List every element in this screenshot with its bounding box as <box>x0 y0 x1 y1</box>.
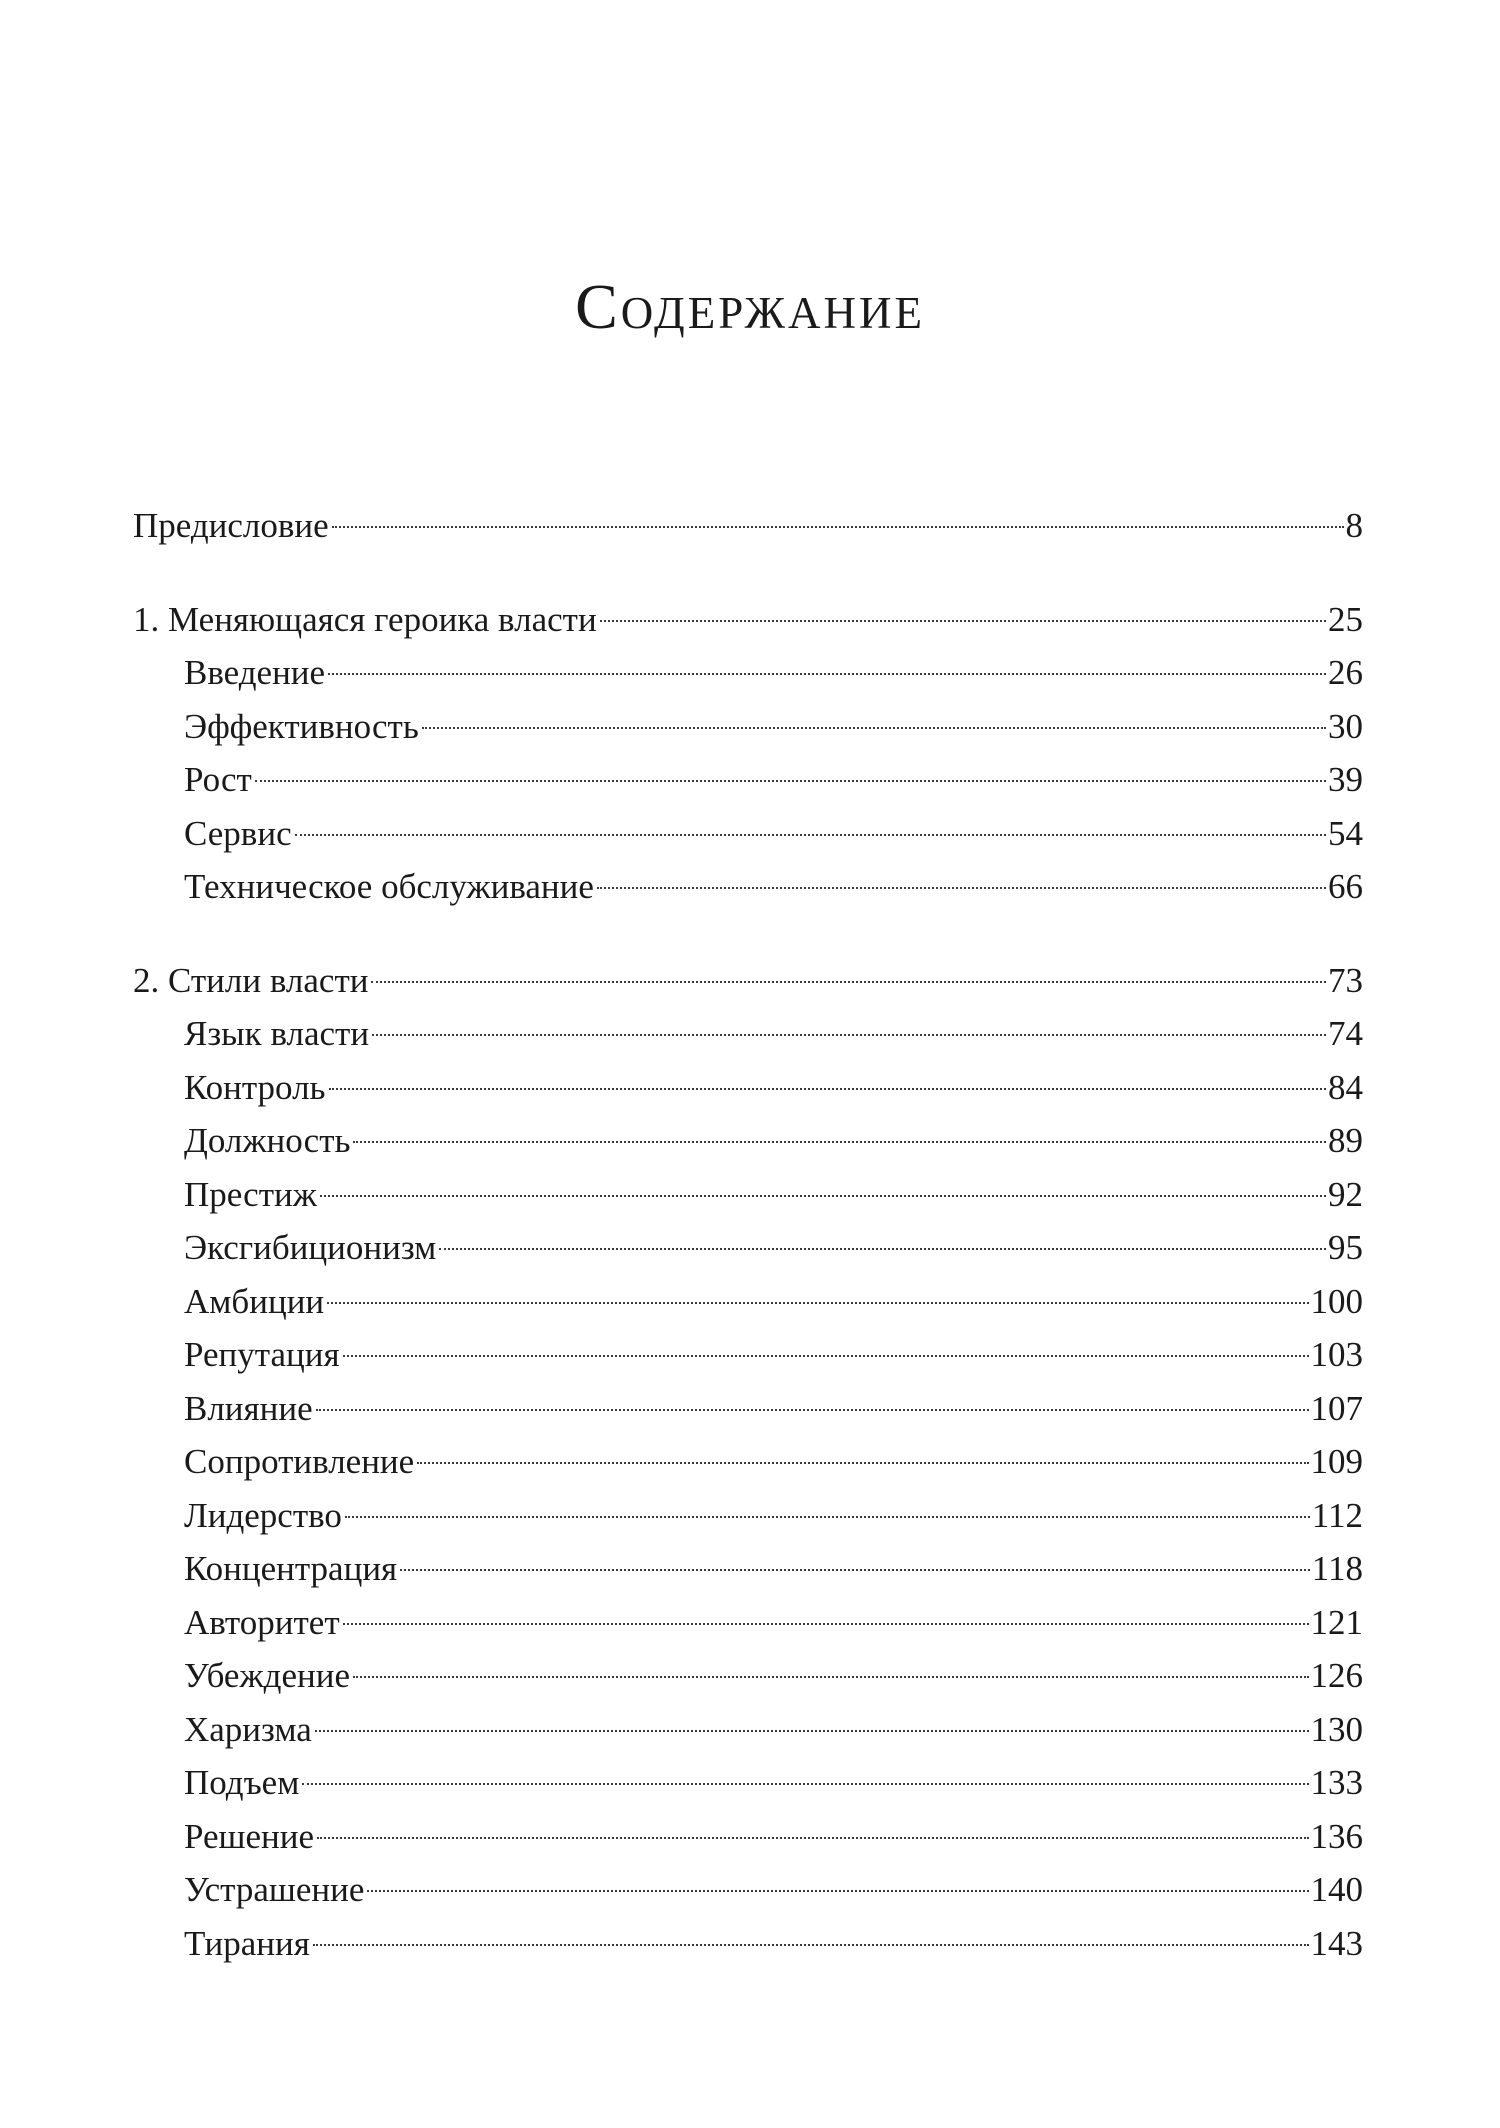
toc-page-number: 121 <box>1310 1602 1363 1642</box>
toc-entry-label: 1. Меняющаяся героика власти <box>133 599 597 639</box>
toc-entry-chapter-1[interactable] <box>133 593 1363 647</box>
dot-leader <box>329 1088 1326 1090</box>
toc-page-number: 26 <box>1328 653 1363 692</box>
toc-page-number: 100 <box>1310 1281 1363 1321</box>
toc-entry-label: Убеждение <box>184 1656 350 1695</box>
dot-leader <box>372 1034 1326 1036</box>
dot-leader <box>345 1516 1310 1518</box>
page-title: Содержание <box>575 271 925 342</box>
toc-page-number: 143 <box>1310 1923 1363 1963</box>
toc-subentry[interactable] <box>133 700 1363 754</box>
toc-entry-label: Эффективность <box>184 706 419 746</box>
toc-page-number: 126 <box>1310 1656 1363 1695</box>
toc-subentry[interactable] <box>133 1917 1363 1971</box>
toc-entry-label: Харизма <box>184 1709 312 1749</box>
toc-subentry[interactable] <box>133 1221 1363 1275</box>
toc-entry-label: Авторитет <box>184 1602 340 1642</box>
toc-entry-label: Концентрация <box>184 1549 398 1588</box>
dot-leader <box>328 673 1326 675</box>
toc-page-number: 39 <box>1328 760 1363 799</box>
toc-subentry[interactable] <box>133 1810 1363 1864</box>
toc-entry-label: Репутация <box>184 1335 340 1374</box>
toc-entry-label: Престиж <box>184 1174 317 1214</box>
toc-page-number: 66 <box>1328 867 1363 906</box>
dot-leader <box>600 620 1326 622</box>
dot-leader <box>313 1944 1309 1946</box>
dot-leader <box>315 1730 1309 1732</box>
toc-subentry[interactable] <box>133 1275 1363 1329</box>
toc-subentry[interactable] <box>133 1596 1363 1650</box>
toc-entry-label: Предисловие <box>133 506 329 545</box>
toc-subentry[interactable] <box>133 1435 1363 1489</box>
toc-page-number: 30 <box>1328 706 1363 746</box>
toc-page-number: 92 <box>1328 1174 1363 1214</box>
toc-page-number: 74 <box>1328 1014 1363 1053</box>
toc-subentry[interactable] <box>133 646 1363 700</box>
toc-entry-chapter-2[interactable] <box>133 954 1363 1008</box>
toc-page-number: 133 <box>1310 1763 1363 1802</box>
toc-page-number: 89 <box>1328 1121 1363 1160</box>
toc-page-number: 95 <box>1328 1228 1363 1267</box>
dot-leader <box>316 1409 1309 1411</box>
toc-page-number: 73 <box>1328 960 1363 1000</box>
toc-entry-label: Язык власти <box>184 1014 370 1053</box>
toc-page-number: 109 <box>1310 1442 1363 1481</box>
dot-leader <box>597 887 1326 889</box>
toc-page-number: 84 <box>1328 1067 1363 1107</box>
table-of-contents <box>133 499 1363 1970</box>
dot-leader <box>327 1302 1308 1304</box>
toc-page-number: 112 <box>1311 1495 1363 1535</box>
toc-subentry[interactable] <box>133 1168 1363 1222</box>
dot-leader <box>353 1141 1326 1143</box>
toc-page-number: 130 <box>1310 1709 1363 1749</box>
dot-leader <box>439 1248 1326 1250</box>
toc-entry-label: Должность <box>184 1121 351 1160</box>
dot-leader <box>332 526 1344 528</box>
toc-subentry[interactable] <box>133 1542 1363 1596</box>
dot-leader <box>367 1890 1308 1892</box>
toc-page-number: 25 <box>1328 599 1363 639</box>
toc-entry-label: Влияние <box>184 1388 313 1428</box>
toc-entry-label: Техническое обслуживание <box>184 867 594 906</box>
toc-page-number: 118 <box>1311 1549 1363 1588</box>
toc-page-number: 8 <box>1345 506 1363 545</box>
toc-entry-label: Амбиции <box>184 1281 325 1321</box>
toc-subentry[interactable] <box>133 753 1363 807</box>
toc-page-number: 103 <box>1310 1335 1363 1374</box>
dot-leader <box>320 1195 1326 1197</box>
dot-leader <box>422 727 1326 729</box>
toc-subentry[interactable] <box>133 807 1363 861</box>
toc-subentry[interactable] <box>133 1007 1363 1061</box>
toc-page-number: 107 <box>1310 1388 1363 1428</box>
toc-page-number: 140 <box>1310 1870 1363 1909</box>
dot-leader <box>255 780 1326 782</box>
toc-entry-label: Подъем <box>184 1763 300 1802</box>
toc-subentry[interactable] <box>133 1756 1363 1810</box>
toc-subentry[interactable] <box>133 1489 1363 1543</box>
dot-leader <box>302 1783 1308 1785</box>
section-spacer <box>133 553 1363 593</box>
toc-entry-label: Эксгибиционизм <box>184 1228 437 1267</box>
dot-leader <box>371 981 1326 983</box>
toc-page-number: 136 <box>1310 1816 1363 1856</box>
toc-subentry[interactable] <box>133 1114 1363 1168</box>
toc-entry-preface[interactable] <box>133 499 1363 553</box>
dot-leader <box>353 1676 1309 1678</box>
dot-leader <box>400 1569 1310 1571</box>
dot-leader <box>343 1623 1309 1625</box>
toc-subentry[interactable] <box>133 1863 1363 1917</box>
dot-leader <box>295 834 1326 836</box>
toc-subentry[interactable] <box>133 1061 1363 1115</box>
toc-entry-label: Введение <box>184 653 326 692</box>
toc-page-number: 54 <box>1328 813 1363 853</box>
toc-entry-label: Лидерство <box>184 1495 342 1535</box>
toc-subentry[interactable] <box>133 860 1363 914</box>
dot-leader <box>417 1462 1308 1464</box>
section-spacer <box>133 914 1363 954</box>
dot-leader <box>343 1355 1309 1357</box>
toc-entry-label: Сервис <box>184 813 292 853</box>
toc-entry-label: Решение <box>184 1816 315 1856</box>
toc-entry-label: Рост <box>184 760 252 799</box>
dot-leader <box>317 1837 1308 1839</box>
toc-subentry[interactable] <box>133 1382 1363 1436</box>
toc-entry-label: 2. Стили власти <box>133 960 369 1000</box>
toc-subentry[interactable] <box>133 1328 1363 1382</box>
toc-subentry[interactable] <box>133 1703 1363 1757</box>
toc-entry-label: Устрашение <box>184 1870 365 1909</box>
toc-entry-label: Контроль <box>184 1067 326 1107</box>
toc-entry-label: Сопротивление <box>184 1442 415 1481</box>
toc-entry-label: Тирания <box>184 1923 310 1963</box>
toc-subentry[interactable] <box>133 1649 1363 1703</box>
